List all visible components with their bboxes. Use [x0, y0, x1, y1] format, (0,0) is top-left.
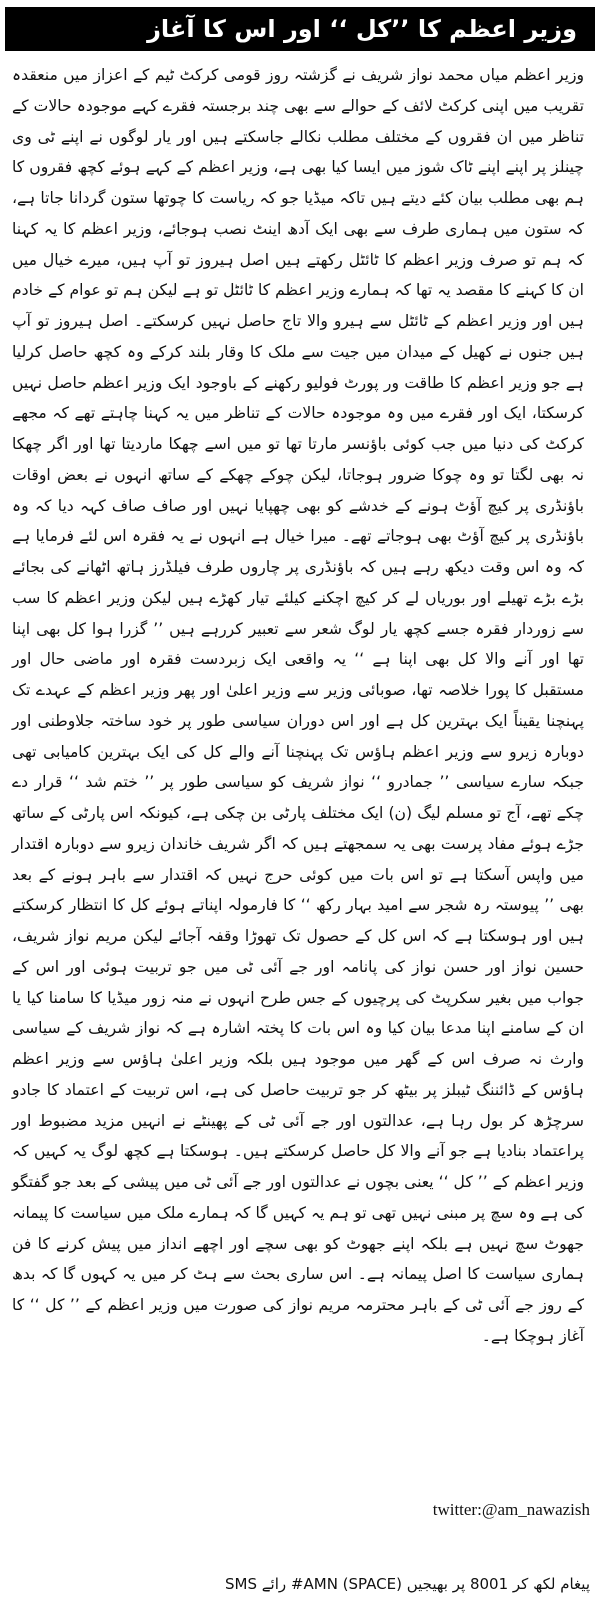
twitter-handle: twitter:@am_nawazish	[432, 1500, 590, 1519]
article-title-bar	[5, 7, 595, 51]
article-body: وزیر اعظم میاں محمد نواز شریف نے گزشتہ روز قومی کرکٹ ٹیم کے اعزاز میں منعقدہ تقریب میں اپنی کرکٹ لائف کے حوالے سے بھی چند برجستہ فقرے کہے موجودہ حالات کے تناظر میں ان فقروں کے مختلف مطلب نکالے جاسکتے ہیں اور یار لوگوں نے اپنے ٹی وی چینلز پر اپنے اپنے ٹاک شوز میں ایسا کیا بھی ہے، وزیر اعظم کے کہے ہوئے کچھ فقروں کا ہم بھی مطلب بیان کئے دیتے ہیں تاکہ میڈیا جو کہ ریاست کا چوتھا ستون گردانا جاتا ہے، کہ ستون میں ہماری طرف سے بھی ایک آدھ اینٹ نصب ہوجائے، وزیر اعظم کا یہ کہنا کہ ہم تو صرف وزیر اعظم کا ٹائٹل رکھتے ہیں اصل ہیروز تو آپ ہیں، میرے خیال میں ان کا کہنے کا مقصد یہ تھا کہ ہمارے وزیر اعظم کا ٹائٹل تو ہے لیکن ہم تو عوام کے خادم ہیں اور وزیر اعظم کے ٹائٹل سے ہیرو والا تاج حاصل نہیں کرسکتے۔ اصل ہیروز تو آپ ہیں جنوں نے کھیل کے میدان میں جیت سے ملک کا وقار بلند کرکے وہ کچھ حاصل کرلیا ہے جو وزیر اعظم کا طاقت ور پورٹ فولیو رکھنے کے باوجود ایک وزیر اعظم حاصل نہیں کرسکتا، ایک اور فقرے میں وہ موجودہ حالات کے تناظر میں یہ کہنا چاہتے تھے کہ مجھے کرکٹ کی دنیا میں جب کوئی باؤنسر مارتا تھا تو میں اسے چھکا ماردیتا تھا اور اگر چھکا نہ بھی لگتا تو وہ چوکا ضرور ہوجاتا، لیکن چوکے چھکے کے ساتھ انہوں نے بعض اوقات باؤنڈری پر کیچ آؤٹ ہونے کے خدشے کو بھی چھپایا نہیں اور صاف صاف کہہ دیا کہ وہ باؤنڈری پر کیچ آؤٹ بھی ہوجاتے تھے۔ میرا خیال ہے انہوں نے یہ فقرہ اس لئے فرمایا ہے کہ وہ اس وقت دیکھ رہے ہیں کہ باؤنڈری پر چاروں طرف فیلڈرز ہاتھ اٹھانے کی بجائے بڑے بڑے تھیلے اور بوریاں لے کر کیچ اچکنے کیلئے تیار کھڑے ہیں لیکن وزیر اعظم کا سب سے زوردار فقرہ جسے کچھ یار لوگ شعر سے تعبیر کررہے ہیں ’’ گزرا ہوا کل بھی اپنا تھا اور آنے والا کل بھی اپنا ہے ‘‘ یہ واقعی ایک زبردست فقرہ اور ماضی حال اور مستقبل کا پورا خلاصہ تھا، صوبائی وزیر سے وزیر اعلیٰ اور پھر وزیر اعظم کے عہدے تک پہنچنا یقیناً ایک بہترین کل ہے اور اس دوران سیاسی طور پر خود ساختہ جلاوطنی اور دوبارہ زیرو سے وزیر اعظم ہاؤس تک پہنچنا آنے والے کل کی ایک بہترین کامیابی تھی جبکہ سارے سیاسی ’’ جمادرو ‘‘ نواز شریف کو سیاسی طور پر ’’ ختم شد ‘‘ قرار دے چکے تھے، آج تو مسلم لیگ (ن) ایک مختلف پارٹی بن چکی ہے، کیونکہ اس پارٹی کے ساتھ جڑے ہوئے مفاد پرست بھی یہ سمجھتے ہیں کہ اگر شریف خاندان زیرو سے دوبارہ اقتدار میں واپس آسکتا ہے تو اس بات میں کوئی حرج نہیں کہ اقتدار سے باہر ہونے کے بعد بھی ’’ پیوستہ رہ شجر سے امید بہار رکھ ‘‘ کا فارمولہ اپناتے ہوئے کل کا انتظار کرسکتے ہیں اور ہوسکتا ہے کہ اس کل کے حصول تک تھوڑا وقفہ آجائے لیکن مریم نواز شریف، حسین نواز اور حسن نواز کی پانامہ اور جے آئی ٹی میں جو تربیت ہوئی اور اس کے جواب میں بغیر سکرپٹ کی پرچیوں کے جس طرح انہوں نے منہ زور میڈیا کا سامنا کیا یا ان کے سامنے اپنا مدعا بیان کیا وہ اس بات کا پختہ اشارہ ہے کہ نواز شریف کے سیاسی وارث نہ صرف اس کے گھر میں موجود ہیں بلکہ وزیر اعلیٰ ہاؤس سے وزیر اعظم ہاؤس کے ڈائننگ ٹیبلز پر بیٹھ کر جو تربیت حاصل کی ہے، اس تربیت کے اعتماد کا جادو سرچڑھ کر بول رہا ہے، عدالتوں اور جے آئی ٹی کے پھینٹے نے انہیں مزید مضبوط اور پراعتماد بنادیا ہے جو آنے والا کل حاصل کرسکتے ہیں۔ ہوسکتا ہے کچھ لوگ یہ کہیں کہ وزیر اعظم کے ’’ کل ‘‘ یعنی بچوں نے عدالتوں اور جے آئی ٹی میں پیشی کے بعد جو گفتگو کی ہے وہ سچ پر مبنی نہیں تھی تو ہم یہ کہیں گا کہ ہمارے ملک میں سیاست کا پیمانہ جھوٹ سچ نہیں ہے بلکہ اپنے جھوٹ کو بھی سچے اور اچھے انداز میں پیش کرنے کا فن ہماری سیاست کا اصل پیمانہ ہے۔ اس ساری بحث سے ہٹ کر میں یہ کہوں گا کہ بدھ کے روز جے آئی ٹی کے باہر محترمہ مریم نواز کی صورت میں وزیر اعظم کے ’’ کل ‘‘ کا آغاز ہوچکا ہے۔	[12, 66, 584, 1345]
article-title: وزیر اعظم کا ’’کل ‘‘ اور اس کا آغاز	[147, 15, 577, 43]
sms-feedback-line: پیغام لکھ کر 8001 پر بھیجیں (AMN (SPACE# رائے SMS	[225, 1575, 590, 1593]
